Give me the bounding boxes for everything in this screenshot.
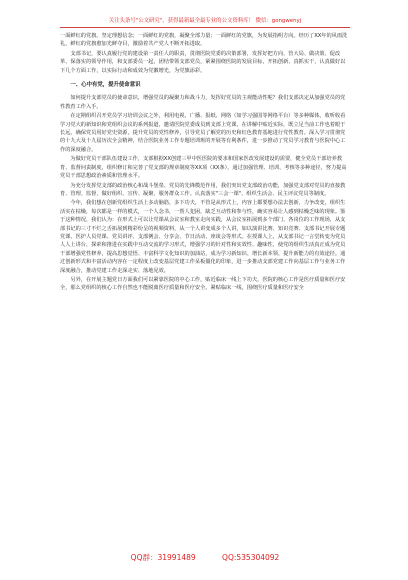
document-body: [60, 32, 350, 294]
footer-qq-group: QQ群：31991489: [130, 553, 196, 562]
body-paragraph: 如何提升支部党员的使命意识，增强党员的凝聚力和战斗力，发挥好党员的主观能动性呢？我们支部决定从加强党员的党性教育工作入手。: [60, 95, 346, 110]
body-paragraph: 另外，在开展主题党日方面我们可以紧靠医院的中心工作，贴近临床一线上下功夫，医院的核心工作是医疗质量和医疗安全，那么党组织的核心工作自然也不能脱离医疗质量和医疗安全。紧贴临床一线，围绕医疗质量和医疗安全: [60, 276, 346, 292]
body-paragraph: 支部书记，要认真履行党的建设第一责任人的职责，贯彻医院党委的决策部署，发挥好把方向、管大局、做决策、促改革、保落实的领导作用，和支部委员一起，团结带领支部党员，紧紧围绕医院的发展目标，开拓创新、真抓实干，认真做好以下几个方面工作，以实际行动和成效为党徽增光，为党旗添彩。: [60, 50, 346, 74]
section-heading: 一、心中有党，提升使命意识: [70, 82, 141, 89]
body-paragraph: 在定期组织召开党员学习培训会议之外，利用电视、广播、报纸、网络（如学习强国等网络平台）等多种媒体，收听收看学习党大的新知识和党组织会议的系列报道，邀请医院党委成员到支部上党课，在讲解中贴近实际，既立足当前工作也着眼于长远，确保党员用好党史资源，提升党员的党性修养，引导党员了解党的历史和红色教育基地进行党性教育。深入学习贯彻党的十九大及十九届历次全会精神，结合医院业务工作专题培训班的开展等有利条件，进一步推动了党员学习教育与医院中心工作的深度融合。: [60, 113, 346, 153]
body-paragraph: 今年，我们想在创新党组织生活上多动脑筋，多下功夫，不管是从形式上，内容上都要想办法去创新，力争改变，组织生活实在枯燥，每次都是一样的模式，一个人念书，一帮人犯困，缺乏互动性和参与性，确实容易让人感到枯燥乏味的现象。鉴于这种情况，我们认为：在形式上可以让党课从会议室和教室走向实践，从会议室拓展到多个部门、各岗位的工作现场，从支部书记的三寸不烂之舌拓展到精彩纷呈的视频资料，从一个人讲变成多个人讲，如以演讲比赛、知识竞赛、支部书记开展专题党课、医护人员党课、党员讲评、支部例会、分享会、节日活动、座谈会等形式。在授课人上，从支部书记一言堂转变为党员人人上讲台，探索和推进在实践中互动交流的学习形式，增强学习的针对性和实效性、趣味性，使党的组织生活真正成为党员干部增强党性修养，提高思想觉悟、丰富科学文化知识的加油站，成为学习新知识、增长新本领、提升新能力的有效途径。通过创新形式和丰富活动内容在一定程度上改变基层党建工作呆板僵化的印象，进一步推动支部党建工作向基层工作与业务工作深度融合，推动党建工作走深走实、落地见效。: [60, 200, 346, 274]
header-divider: [60, 27, 350, 28]
footer-qq-contact: QQ:535304092: [222, 553, 280, 562]
page-footer: [60, 553, 350, 562]
body-paragraph: 为充分发挥党支部的政治核心和战斗堡垒、党员的先锋模范作用，我们突出党支部政治功能，加强党支部对党员的直接教育、管理、监督，做好组织、宣传、凝聚、服务群众工作。认真落实"三会一课"、组织生活会、民主评议党员等制度。: [60, 182, 346, 197]
body-paragraph: 一面鲜红的党旗。坚定理想信念；一面鲜红的党旗，凝聚全部力量；一面鲜红的党旗，为发展指明方向。经历了XX年的风雨洗礼，鲜红的党旗愈加光鲜夺目，激励着共产党人不断开拓进取。: [60, 33, 348, 48]
page-header: 关注头条号"公文研究"，获得最新最全最专业的公文资料库！ 微信：gongwenyj: [108, 18, 302, 24]
body-paragraph: 为做好党员干部队伍建设工作，支部根据XX创建三甲中医医院的要求和国家医改发展建设的需要，健全党员干部培养教育、监督问责制度，组织修订和完善了党支部的规章制度等XX项（XX条），通过加强管理、培训、考核等多种途径，努力提高党员干部思想政治素质和管理水平。: [60, 156, 347, 180]
